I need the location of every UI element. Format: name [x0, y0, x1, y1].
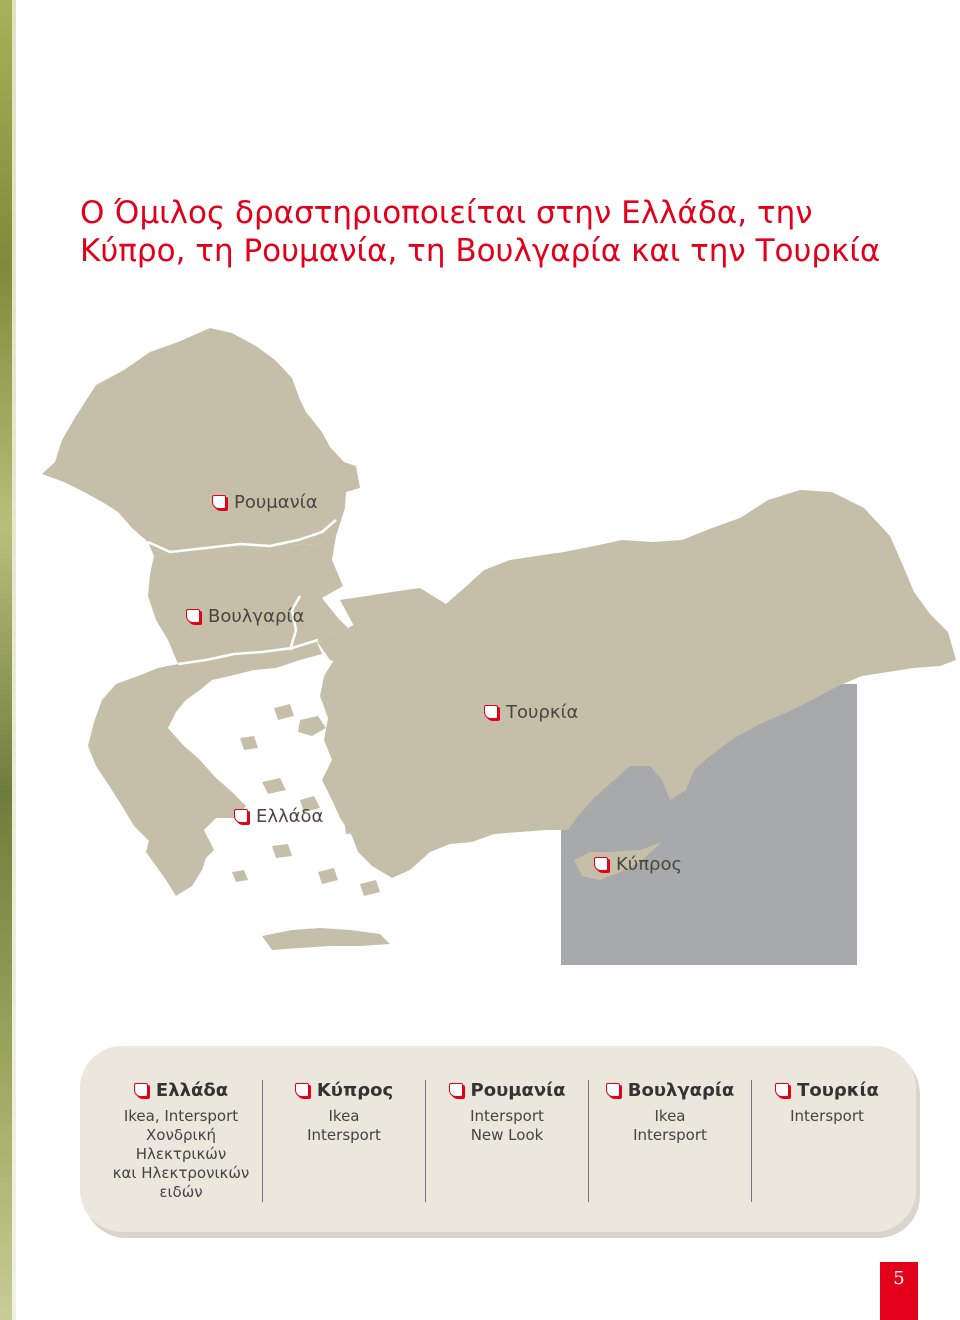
- bullet-icon: [295, 1083, 309, 1097]
- map-label-cyprus-text: Κύπρος: [616, 854, 683, 875]
- legend-line: Ikea, Intersport: [123, 1107, 239, 1125]
- title-line-1: Ο Όμιλος δραστηριοποιείται στην Ελλάδα, την: [80, 195, 813, 231]
- map-label-greece-text: Ελλάδα: [256, 806, 324, 827]
- map-label-romania: [212, 492, 318, 513]
- legend-line: Intersport: [633, 1126, 707, 1144]
- bullet-icon: [186, 609, 200, 623]
- legend-head: [100, 1080, 262, 1101]
- legend-country: Κύπρος: [316, 1080, 394, 1101]
- crete-shape: [262, 928, 390, 950]
- legend-head: [426, 1080, 588, 1101]
- page-number: 5: [880, 1262, 918, 1320]
- bullet-icon: [484, 705, 498, 719]
- title-line-2: Κύπρο, τη Ρουμανία, τη Βουλγαρία και την Τουρκία: [80, 233, 881, 269]
- legend-panel: [80, 1046, 916, 1232]
- bullet-icon: [134, 1083, 148, 1097]
- map-label-romania-text: Ρουμανία: [234, 492, 318, 513]
- legend-column-cyprus: [263, 1080, 426, 1202]
- legend-line: Ikea: [328, 1107, 360, 1125]
- legend-line: και Ηλεκτρονικών: [112, 1164, 250, 1182]
- legend-head: [263, 1080, 425, 1101]
- bullet-icon: [606, 1083, 620, 1097]
- bullet-icon: [234, 809, 248, 823]
- legend-country: Ελλάδα: [155, 1080, 229, 1101]
- legend-column-romania: [426, 1080, 589, 1202]
- bullet-icon: [212, 495, 226, 509]
- legend-line: ειδών: [159, 1183, 203, 1201]
- legend-line: Χονδρική Ηλεκτρικών: [135, 1126, 227, 1163]
- legend-line: Intersport: [790, 1107, 864, 1125]
- legend-column-greece: [100, 1080, 263, 1202]
- bullet-icon: [594, 857, 608, 871]
- legend-line: New Look: [470, 1126, 544, 1144]
- map-label-bulgaria-text: Βουλγαρία: [208, 606, 305, 627]
- legend-line: Intersport: [307, 1126, 381, 1144]
- bullet-icon: [775, 1083, 789, 1097]
- map-label-greece: [234, 806, 323, 827]
- legend-column-turkey: [752, 1080, 902, 1202]
- legend-country: Τουρκία: [797, 1080, 879, 1101]
- map-label-turkey: [484, 702, 578, 723]
- legend-country: Βουλγαρία: [627, 1080, 735, 1101]
- legend-line: Ikea: [654, 1107, 686, 1125]
- legend-head: [589, 1080, 751, 1101]
- map-label-bulgaria: [186, 606, 304, 627]
- map-label-turkey-text: Τουρκία: [506, 702, 579, 723]
- legend-head: [752, 1080, 902, 1101]
- map-label-cyprus: [594, 854, 682, 875]
- legend-country: Ρουμανία: [470, 1080, 566, 1101]
- bullet-icon: [449, 1083, 463, 1097]
- legend-line: Intersport: [470, 1107, 544, 1125]
- romania-shape: [42, 328, 360, 556]
- legend-column-bulgaria: [589, 1080, 752, 1202]
